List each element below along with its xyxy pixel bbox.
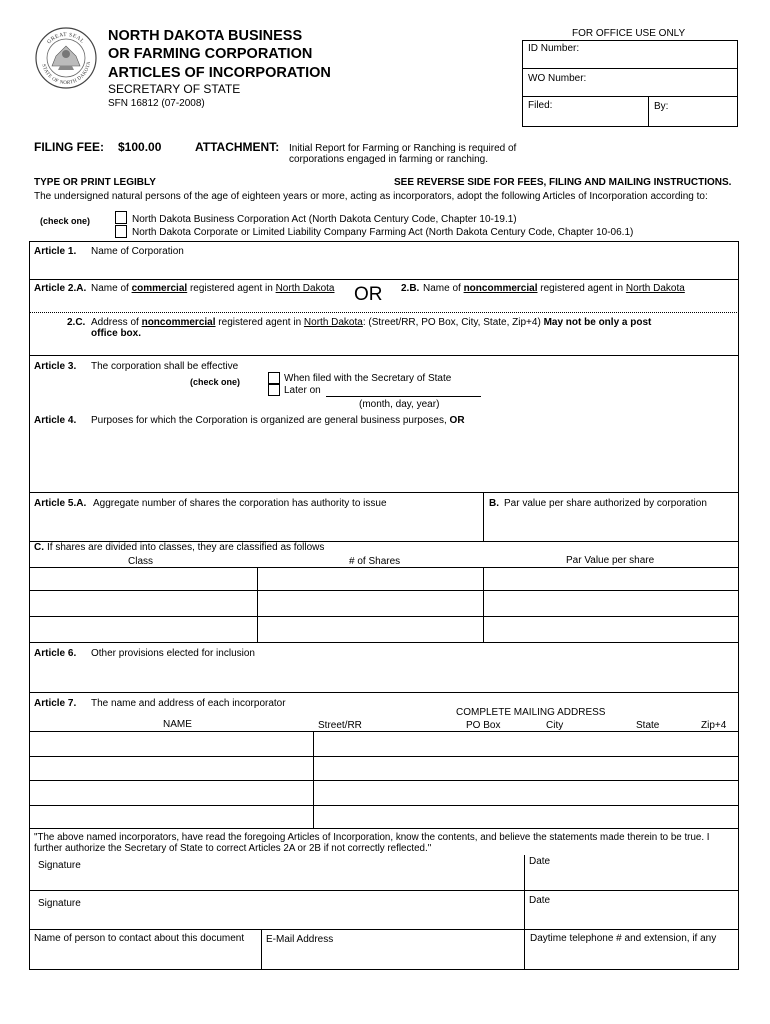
noncommercial-agent-address-field[interactable] [150, 328, 735, 350]
attachment-line2: corporations engaged in farming or ranching. [289, 154, 489, 165]
effective-date-hint: (month, day, year) [359, 399, 440, 410]
by-field[interactable] [670, 98, 736, 125]
article2c-text-line2: office box. [91, 328, 142, 339]
effective-date-field[interactable] [326, 383, 481, 396]
purposes-field[interactable] [34, 428, 735, 490]
email-label: E-Mail Address [266, 934, 334, 945]
phone-field[interactable] [526, 945, 737, 968]
form-number: SFN 16812 (07-2008) [108, 98, 205, 109]
col-zip-header: Zip+4 [701, 720, 727, 731]
declaration-line1: "The above named incorporators, have read the foregoing Articles of Incorporation, know the contents, and believe the statements made therein to be true. I [34, 832, 710, 843]
form-title-line1: NORTH DAKOTA BUSINESS [108, 28, 303, 44]
incorporator2-address[interactable] [315, 758, 737, 779]
article2c-label: 2.C. [67, 317, 86, 328]
act-option2-label: North Dakota Corporate or Limited Liability Company Farming Act (North Dakota Century Code, Chapter 10-06.1) [132, 227, 634, 238]
corporation-name-field[interactable] [91, 258, 735, 277]
by-label: By: [654, 101, 669, 112]
checkbox-farming-act[interactable] [115, 225, 127, 238]
aggregate-shares-field[interactable] [34, 511, 479, 538]
article2b-text: Name of noncommercial registered agent in North Dakota [423, 283, 685, 294]
class-row3-class[interactable] [31, 618, 255, 641]
class-row1-par[interactable] [485, 569, 737, 589]
col-street-header: Street/RR [318, 720, 362, 731]
other-provisions-field[interactable] [34, 661, 735, 689]
state-seal [34, 26, 98, 90]
type-or-print-notice: TYPE OR PRINT LEGIBLY [34, 177, 156, 188]
date2-field[interactable] [556, 893, 736, 927]
class-row2-shares[interactable] [259, 592, 481, 615]
act-check-one-label: (check one) [40, 216, 91, 226]
col-pobox-header: PO Box [466, 720, 501, 731]
contact-name-label: Name of person to contact about this document [34, 933, 245, 944]
article7-text: The name and address of each incorporator [91, 698, 286, 709]
article5a-text: Aggregate number of shares the corporation has authority to issue [93, 498, 387, 509]
filing-fee-label: FILING FEE: [34, 140, 104, 154]
col-par-header: Par Value per share [566, 555, 655, 566]
signature2-label: Signature [38, 898, 81, 909]
signature1-label: Signature [38, 860, 81, 871]
class-row1-shares[interactable] [259, 569, 481, 589]
commercial-agent-field[interactable] [34, 296, 344, 310]
article4-label: Article 4. [34, 415, 77, 426]
attachment-line1: Initial Report for Farming or Ranching is required of [289, 143, 517, 154]
filed-label: Filed: [528, 100, 553, 111]
incorporator1-name[interactable] [31, 733, 311, 755]
checkbox-effective-later[interactable] [268, 384, 280, 396]
col-city-header: City [546, 720, 564, 731]
agency-name: SECRETARY OF STATE [108, 82, 241, 96]
article5b-text: Par value per share authorized by corporation [504, 498, 707, 509]
id-number-label: ID Number: [528, 43, 580, 54]
form-title-line2: OR FARMING CORPORATION [108, 46, 313, 62]
class-row1-class[interactable] [31, 569, 255, 589]
see-reverse-notice: SEE REVERSE SIDE FOR FEES, FILING AND MAILING INSTRUCTIONS. [394, 177, 732, 188]
wo-number-label: WO Number: [528, 73, 587, 84]
phone-label: Daytime telephone # and extension, if any [530, 933, 717, 944]
contact-name-field[interactable] [31, 945, 259, 968]
intro-statement: The undersigned natural persons of the age of eighteen years or more, acting as incorporators, adopt the following Articles of Incorporation according to: [34, 191, 708, 202]
class-row3-shares[interactable] [259, 618, 481, 641]
class-row2-par[interactable] [485, 592, 737, 615]
col-shares-header: # of Shares [349, 556, 401, 567]
checkbox-effective-when-filed[interactable] [268, 372, 280, 384]
incorporator3-address[interactable] [315, 782, 737, 804]
article2a-label: Article 2.A. [34, 283, 87, 294]
effective-option2-label: Later on [284, 385, 321, 396]
col-name-header: NAME [163, 719, 192, 730]
article1-label: Article 1. [34, 246, 77, 257]
office-use-heading: FOR OFFICE USE ONLY [572, 28, 686, 39]
article6-text: Other provisions elected for inclusion [91, 648, 255, 659]
article2-or: OR [354, 284, 383, 305]
article3-label: Article 3. [34, 361, 77, 372]
article5c-label: C. [34, 542, 44, 553]
article2c-text: Address of noncommercial registered agent in North Dakota: (Street/RR, PO Box, City, State, Zip+4) May not be only a post [91, 317, 652, 328]
filed-field[interactable] [560, 98, 646, 125]
article3-text: The corporation shall be effective [91, 361, 239, 372]
wo-number-field[interactable] [600, 70, 735, 94]
declaration-line2: further authorize the Secretary of State to correct Articles 2A or 2B if not correctly reflected." [34, 843, 432, 854]
act-option1-label: North Dakota Business Corporation Act (North Dakota Century Code, Chapter 10-19.1) [132, 214, 517, 225]
col-state-header: State [636, 720, 660, 731]
date2-label: Date [529, 895, 551, 906]
incorporator3-name[interactable] [31, 782, 311, 804]
attachment-label: ATTACHMENT: [195, 140, 280, 154]
svg-text:GREAT SEAL: GREAT SEAL [46, 31, 86, 46]
noncommercial-agent-field[interactable] [401, 296, 735, 310]
signature1-field[interactable] [90, 856, 520, 888]
signature2-field[interactable] [90, 893, 520, 927]
class-row3-par[interactable] [485, 618, 737, 641]
article6-label: Article 6. [34, 648, 77, 659]
incorporator4-address[interactable] [315, 807, 737, 827]
checkbox-business-corporation-act[interactable] [115, 211, 127, 224]
date1-label: Date [529, 856, 551, 867]
incorporator4-name[interactable] [31, 807, 311, 827]
article5c-text: If shares are divided into classes, they are classified as follows [47, 542, 325, 553]
form-title-line3: ARTICLES OF INCORPORATION [108, 65, 331, 81]
article4-text: Purposes for which the Corporation is organized are general business purposes, OR [91, 415, 465, 426]
svg-text:STATE OF NORTH DAKOTA: STATE OF NORTH DAKOTA [40, 61, 93, 87]
article2b-label: 2.B. [401, 283, 420, 294]
id-number-field[interactable] [600, 42, 735, 66]
par-value-field[interactable] [487, 511, 735, 538]
article5b-label: B. [489, 498, 499, 509]
incorporator1-address[interactable] [315, 733, 737, 755]
article1-text: Name of Corporation [91, 246, 184, 257]
class-row2-class[interactable] [31, 592, 255, 615]
article2a-text: Name of commercial registered agent in North Dakota [91, 283, 335, 294]
col-class-header: Class [128, 556, 154, 567]
article7-label: Article 7. [34, 698, 77, 709]
article3-check-one: (check one) [190, 377, 241, 387]
article5a-label: Article 5.A. [34, 498, 87, 509]
incorporator2-name[interactable] [31, 758, 311, 779]
date1-field[interactable] [556, 856, 736, 888]
effective-option1-label: When filed with the Secretary of State [284, 373, 452, 384]
email-field[interactable] [263, 946, 522, 968]
filing-fee-amount: $100.00 [118, 140, 162, 154]
complete-mailing-address-header: COMPLETE MAILING ADDRESS [456, 707, 606, 718]
